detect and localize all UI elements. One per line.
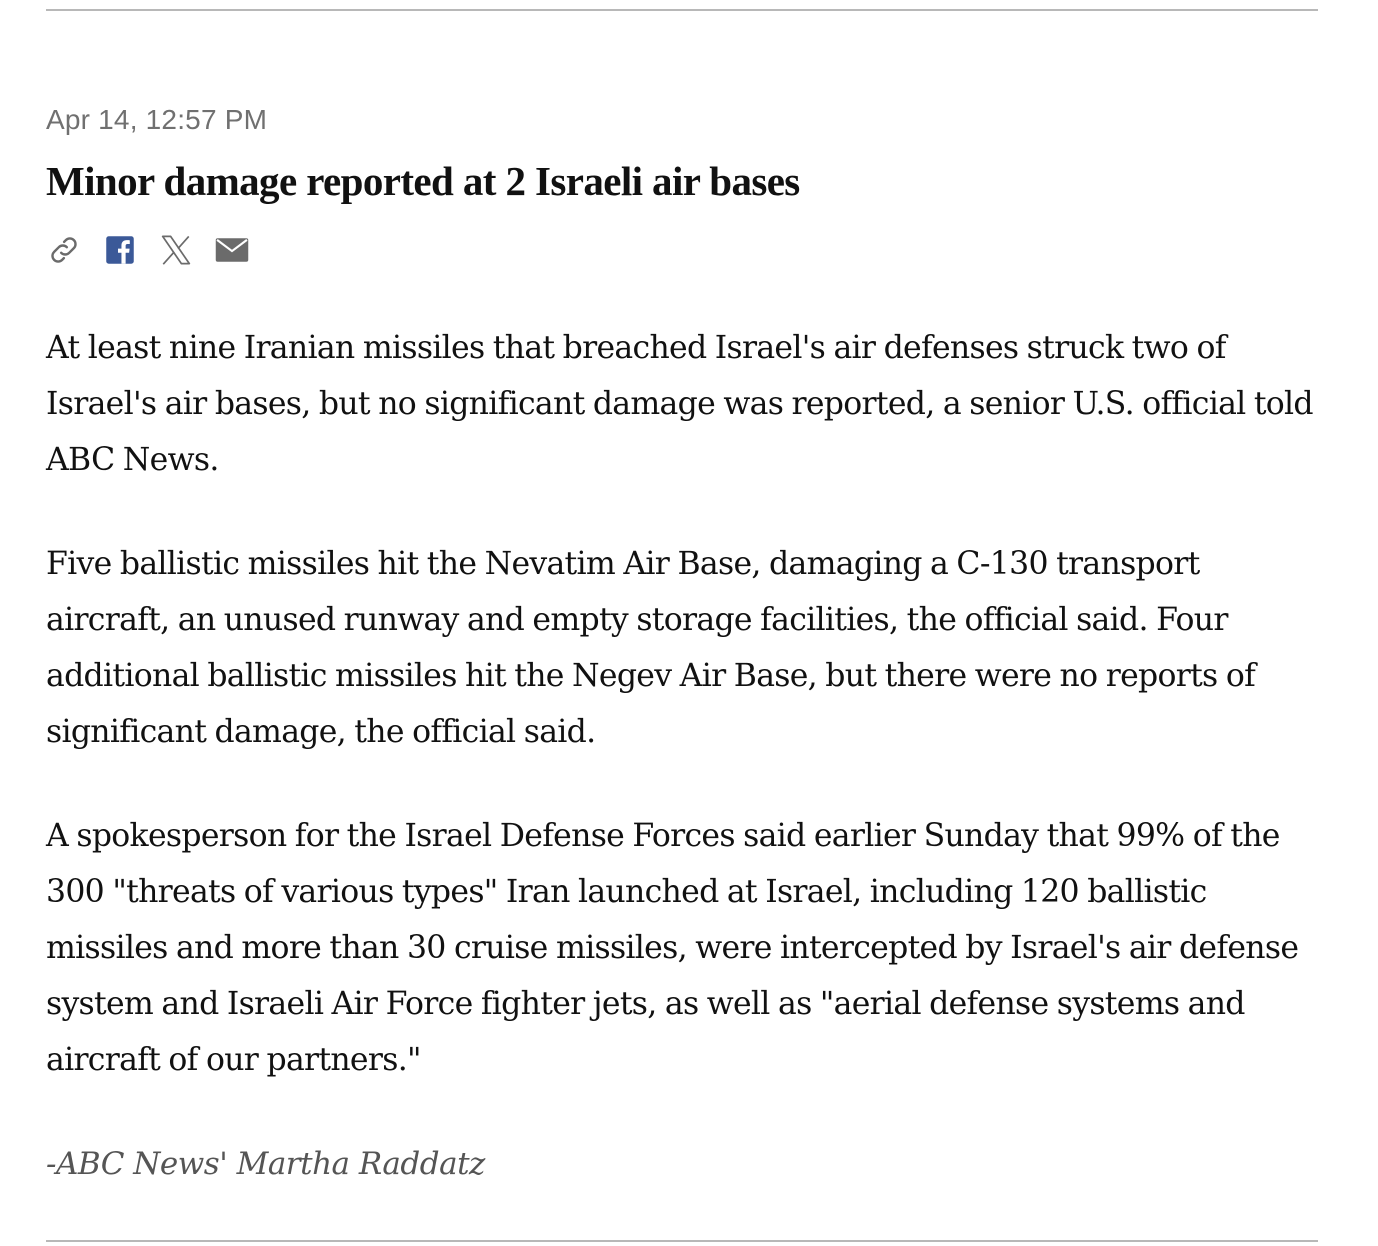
- bottom-divider: [46, 1240, 1318, 1242]
- reporter-credit: -ABC News' Martha Raddatz: [46, 1146, 485, 1182]
- post-timestamp: Apr 14, 12:57 PM: [46, 104, 268, 135]
- paragraph: A spokesperson for the Israel Defense Forces said earlier Sunday that 99% of the 300 "threats of various types" Iran launched at Israel, including 120 ballistic missiles and more than 30 cruise missiles, were intercepted by Israel's air defense system and Israeli Air Force fighter jets, as well as "aerial defense systems and aircraft of our partners.": [46, 818, 1299, 1078]
- top-divider: [46, 9, 1318, 11]
- share-x-button[interactable]: [158, 230, 194, 270]
- share-email-button[interactable]: [214, 230, 250, 270]
- x-icon: [159, 233, 193, 267]
- share-facebook-button[interactable]: [102, 230, 138, 270]
- facebook-icon: [105, 235, 135, 265]
- post-headline: Minor damage reported at 2 Israeli air bases: [46, 158, 800, 204]
- share-bar: [46, 230, 270, 270]
- paragraph: Five ballistic missiles hit the Nevatim Air Base, damaging a C-130 transport aircraft, an unused runway and empty storage facilities, the official said. Four additional ballistic missiles hit the Negev Air Base, but there were no reports of significant damage, the official said.: [46, 546, 1256, 750]
- copy-link-button[interactable]: [46, 230, 82, 270]
- link-icon: [47, 233, 81, 267]
- email-icon: [215, 237, 249, 263]
- post-body: [46, 320, 1318, 1136]
- paragraph: At least nine Iranian missiles that breached Israel's air defenses struck two of Israel's air bases, but no significant damage was reported, a senior U.S. official told ABC News.: [46, 330, 1313, 478]
